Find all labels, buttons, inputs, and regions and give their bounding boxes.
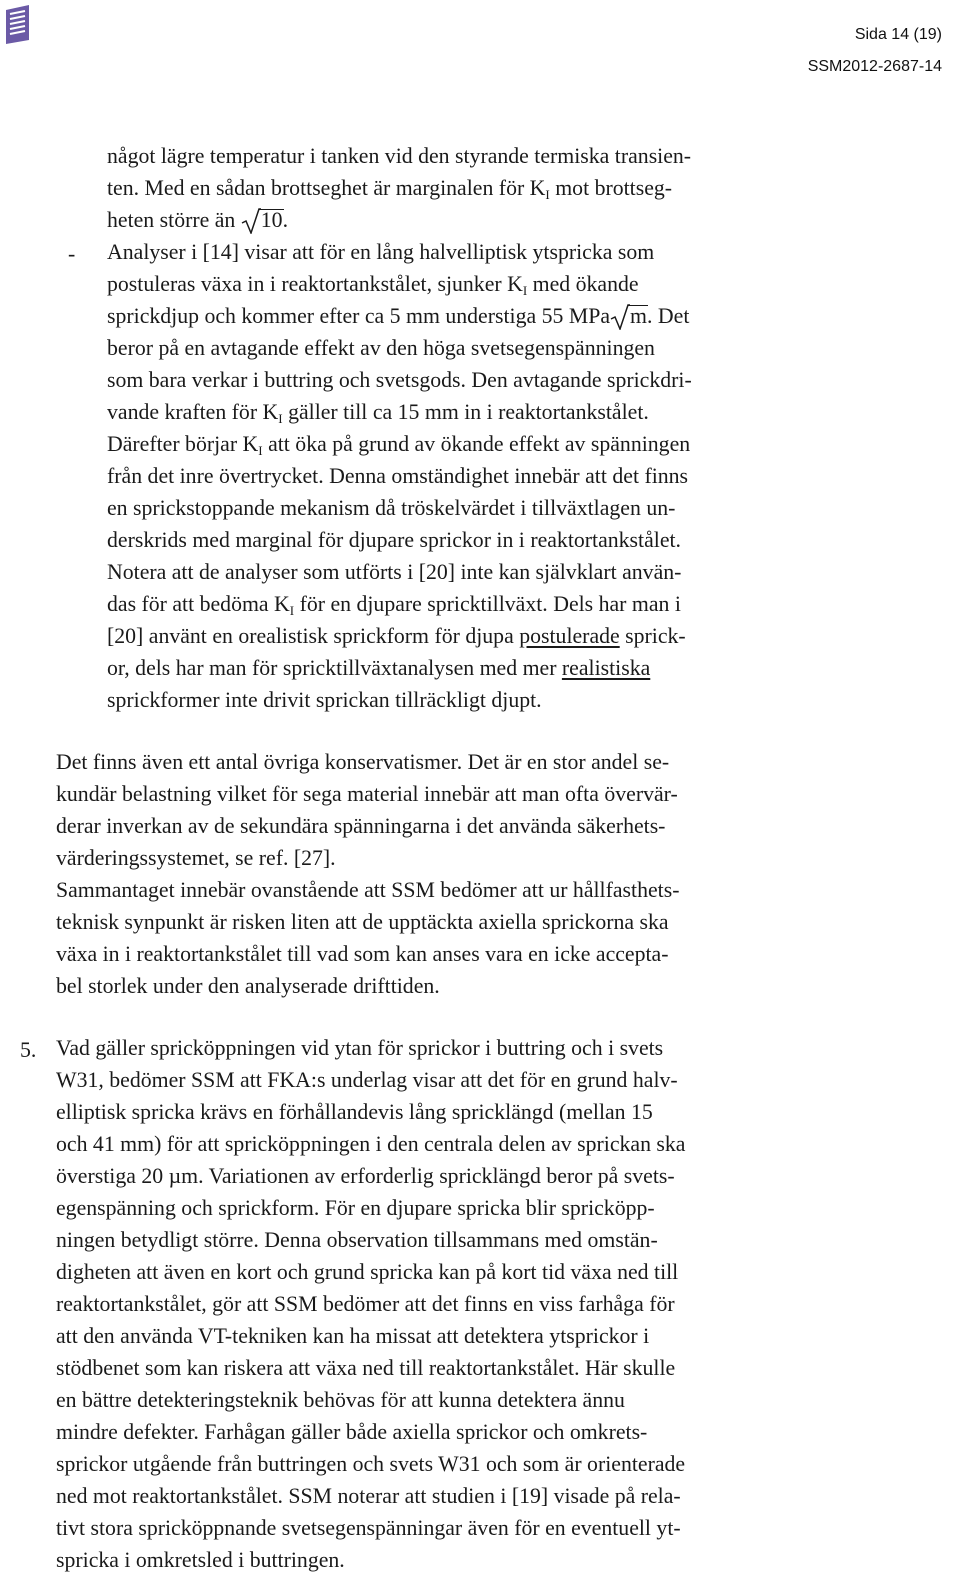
text-line: W31, bedömer SSM att FKA:s underlag visar att det för en grund halv- [56,1068,678,1092]
text-line: sprickdjup och kommer efter ca 5 mm understiga 55 MPa m. Det [107,304,690,328]
text-line: [20] använt en orealistisk sprickform för djupa postulerade sprick- [107,624,686,648]
text-line: heten större än 10. [107,208,289,232]
text-line: och 41 mm) för att spricköppningen i den centrala delen av sprickan ska [56,1132,686,1156]
text-line: egenspänning och sprickform. För en djupare spricka blir spricköpp- [56,1196,655,1220]
text-line: att den använda VT-tekniken kan ha missat att detektera ytsprickor i [56,1324,650,1348]
sqrt-expression: m [610,306,647,328]
text-line: stödbenet som kan riskera att växa ned till reaktortankstålet. Här skulle [56,1356,676,1380]
page-number: Sida 14 (19) [854,26,942,43]
text-line: sprickformer inte drivit sprickan tillräckligt djupt. [107,688,542,712]
text-line: mindre defekter. Farhågan gäller både axiella sprickor och omkrets- [56,1420,648,1444]
text-line: ningen betydligt större. Denna observation tillsammans med omstän- [56,1228,658,1252]
text-line: Vad gäller spricköppningen vid ytan för sprickor i buttring och i svets [56,1036,664,1060]
text-line: värderingssystemet, se ref. [27]. [56,846,336,870]
text-line: ten. Med en sådan brottseghet är marginalen för $K_I$ mot brottseg- [107,176,673,202]
text-line: Det finns även ett antal övriga konservatismer. Det är en stor andel se- [56,750,670,774]
text-line: digheten att även en kort och grund spricka kan på kort tid växa ned till [56,1260,679,1284]
text-line: överstiga 20 µm. Variationen av erforderlig spricklängd beror på svets- [56,1164,675,1188]
text-line: Sammantaget innebär ovanstående att SSM bedömer att ur hållfasthets- [56,878,680,902]
text-line: en bättre detekteringsteknik behövas för att kunna detektera ännu [56,1388,625,1412]
text-line: teknisk synpunkt är risken liten att de upptäckta axiella sprickorna ska [56,910,669,934]
text-line: en sprickstoppande mekanism då tröskelvärdet i tillväxtlagen un- [107,496,676,520]
text-line: derskrids med marginal för djupare sprickor in i reaktortankstålet. [107,528,682,552]
text-line: derar inverkan av de sekundära spänningarna i det använda säkerhets- [56,814,666,838]
text-line: tivt stora spricköppnande svetsegenspänningar även för en eventuell yt- [56,1516,681,1540]
text-line: kundär belastning vilket för sega material innebär att man ofta övervär- [56,782,678,806]
text-line: bel storlek under den analyserade drifttiden. [56,974,440,998]
bullet-dash: - [68,242,76,266]
text-line: elliptisk spricka krävs en förhållandevis lång spricklängd (mellan 15 [56,1100,653,1124]
text-line: reaktortankstålet, gör att SSM bedömer att det finns en viss farhåga för [56,1292,675,1316]
text-line: beror på en avtagande effekt av den höga svetsegenspänningen [107,336,655,360]
text-line: från det inre övertrycket. Denna omständighet innebär att det finns [107,464,689,488]
text-line: spricka i omkretsled i buttringen. [56,1548,345,1572]
text-line: Därefter börjar $K_I$ att öka på grund av ökande effekt av spänningen [107,432,691,458]
document-id: SSM2012-2687-14 [807,58,942,75]
text-line: postuleras växa in i reaktortankstålet, sjunker $K_I$ med ökande [107,272,639,298]
text-line: ned mot reaktortankstålet. SSM noterar att studien i [19] visade på rela- [56,1484,681,1508]
sqrt-expression: 10 [241,210,283,232]
ssm-logo-icon [4,4,31,44]
text-line: som bara verkar i buttring och svetsgods. Den avtagande sprickdri- [107,368,692,392]
text-line: das för att bedöma $K_I$ för en djupare spricktillväxt. Dels har man i [107,592,681,618]
text-line: Notera att de analyser som utförts i [20] inte kan självklart använ- [107,560,682,584]
item-number: 5. [20,1038,37,1062]
text-line: vande kraften för $K_I$ gäller till ca 15 mm in i reaktortankstålet. [107,400,649,426]
text-line: or, dels har man för spricktillväxtanalysen med mer realistiska [107,656,651,680]
text-line: något lägre temperatur i tanken vid den styrande termiska transien- [107,144,692,168]
text-line: sprickor utgående från buttringen och svets W31 och som är orienterade [56,1452,686,1476]
text-line: Analyser i [14] visar att för en lång halvelliptisk ytspricka som [107,240,655,264]
text-line: växa in i reaktortankstålet till vad som kan anses vara en icke accepta- [56,942,669,966]
